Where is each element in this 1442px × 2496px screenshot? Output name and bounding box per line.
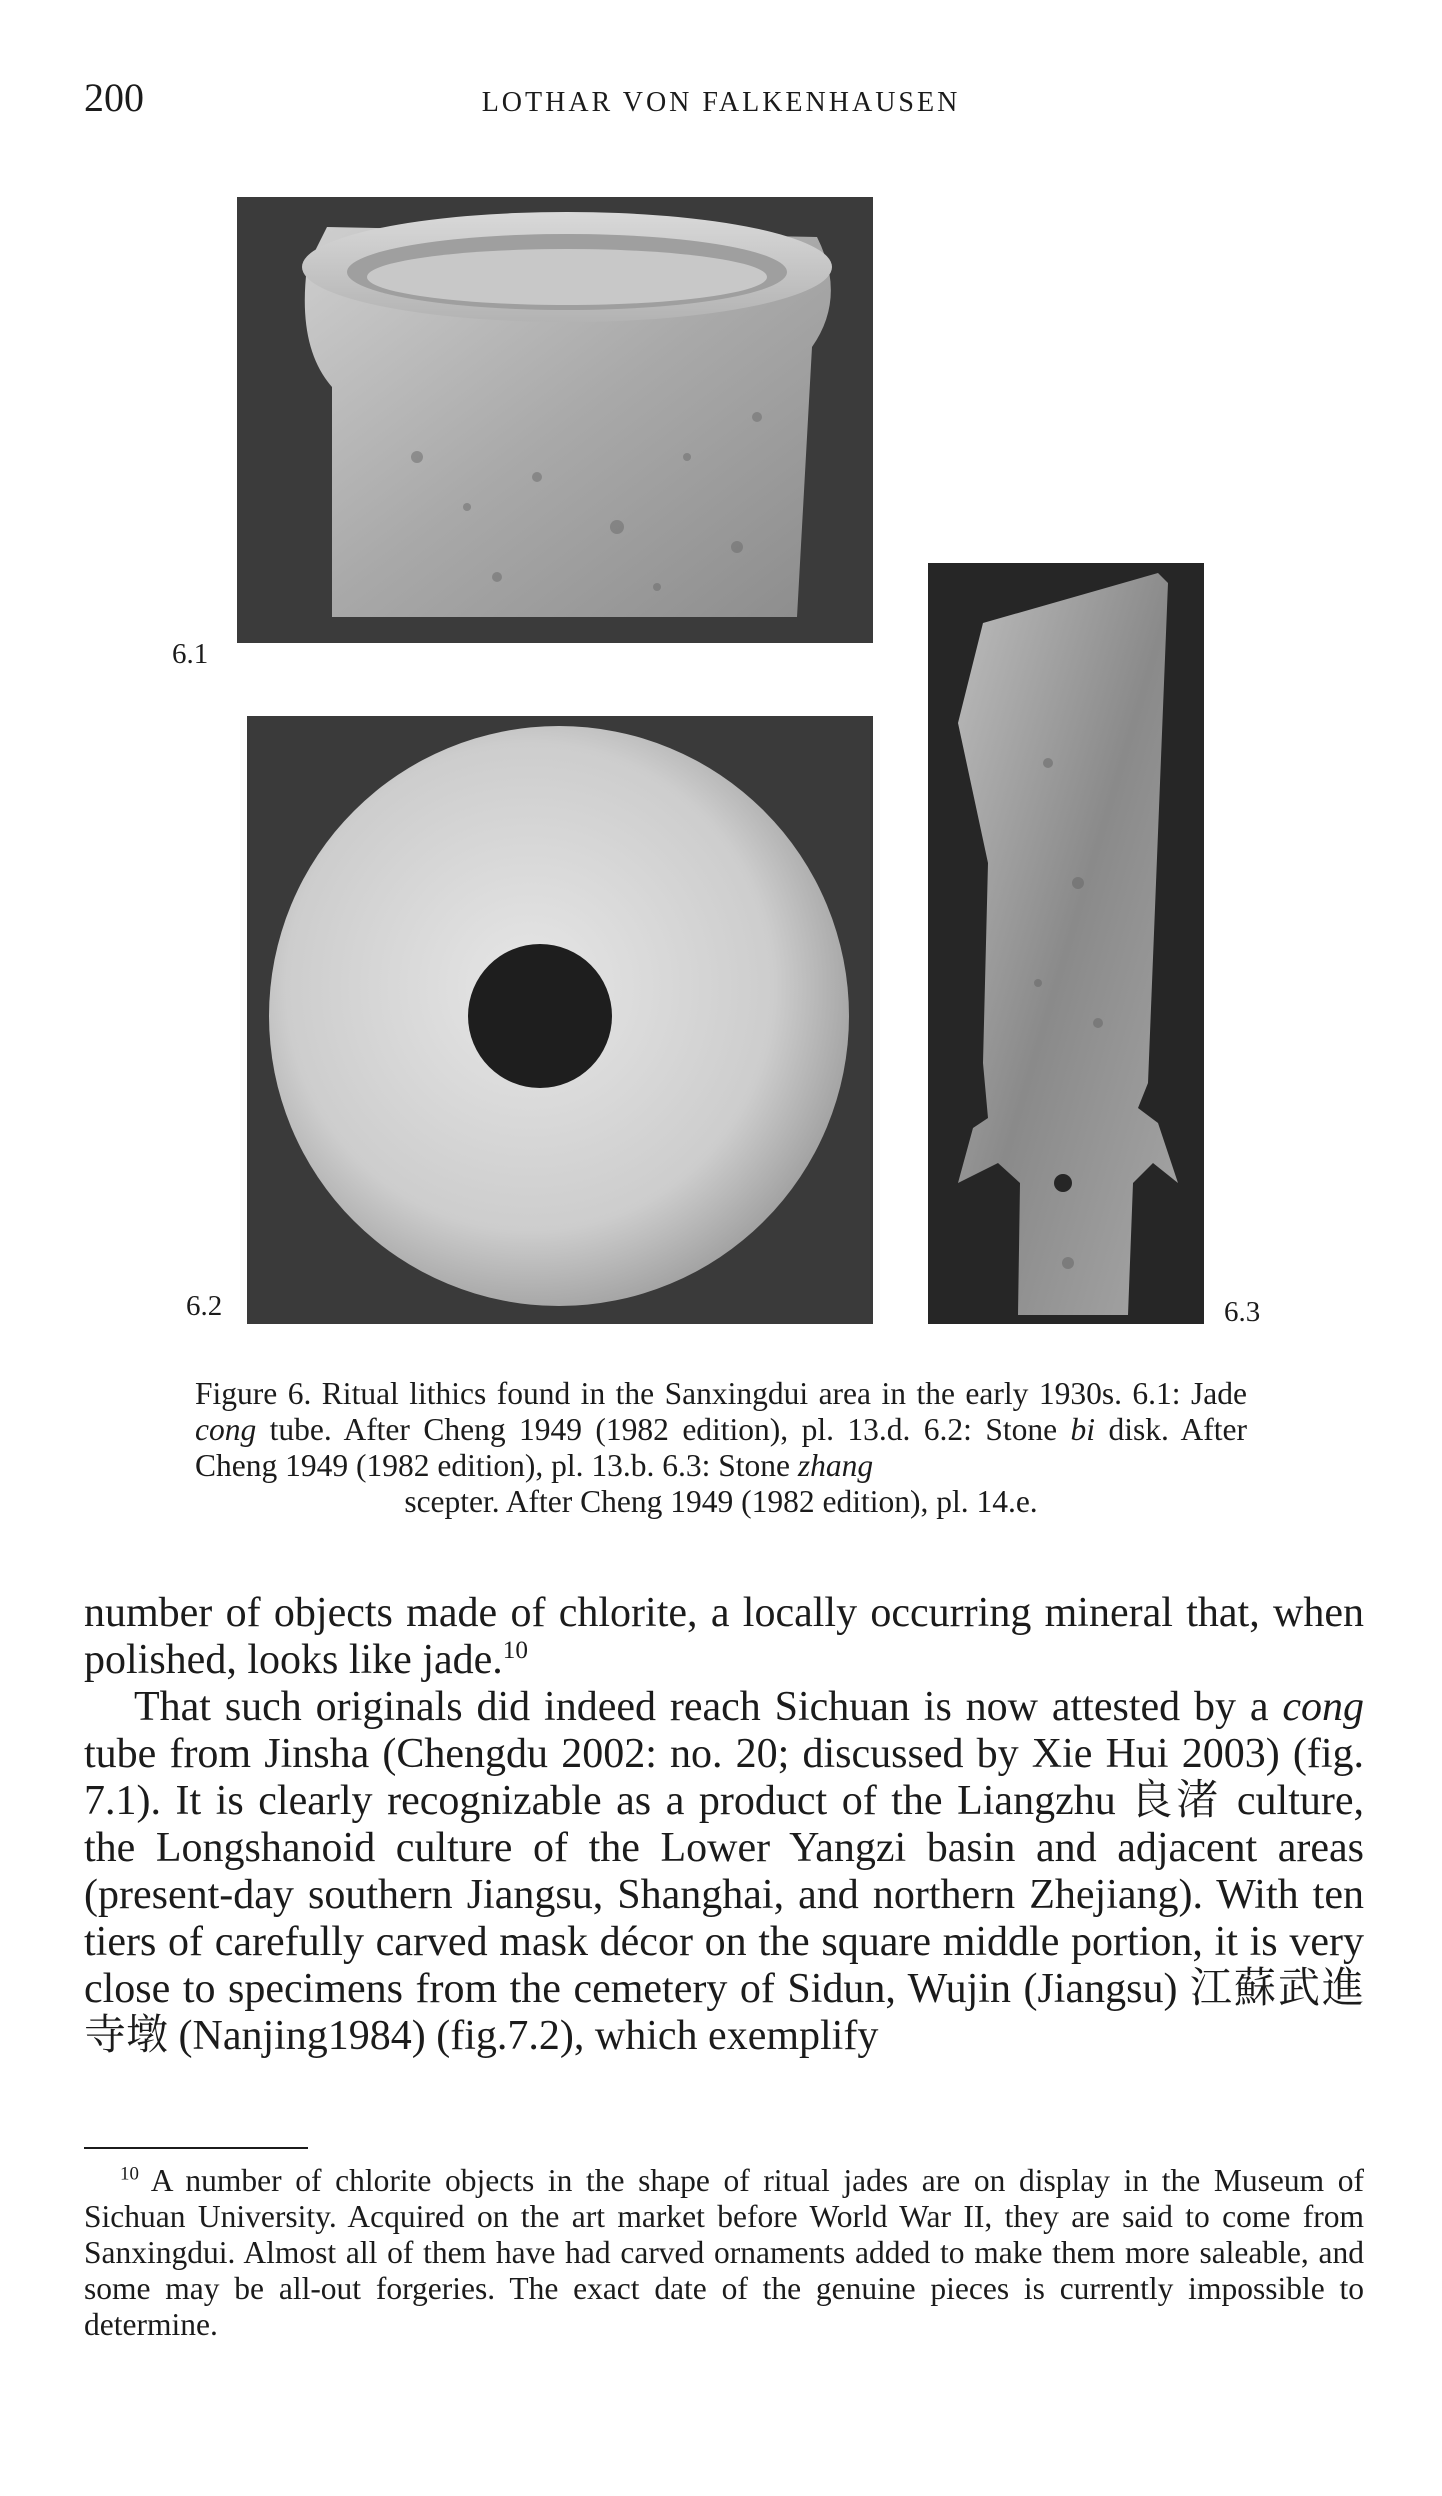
body-paragraph-1 xyxy=(84,1590,1364,1684)
body-paragraph-2 xyxy=(84,1684,1364,2060)
para2-rest: tube from Jinsha (Chengdu 2002: no. 20; discussed by Xie Hui 2003) (fig. 7.1). It is clearly recognizable as a product of the Liangzhu 良渚 culture, the Longshanoid culture of the Lower Yangzi basin and adjacent areas (present-day southern Jiangsu, Shanghai, and northern Zhejiang). With ten tiers of carefully carved mask décor on the square middle portion, it is very close to specimens from the cemetery of Sidun, Wujin (Jiangsu) 江蘇武進寺墩 (Nanjing1984) (fig.7.2), which exemplify xyxy=(84,1731,1364,2059)
plate-label-6-1: 6.1 xyxy=(172,638,209,670)
cong-tube-image xyxy=(237,197,873,643)
plate-6-1-cong-photo xyxy=(237,197,873,643)
plate-label-6-2: 6.2 xyxy=(186,1290,223,1322)
footnote-10 xyxy=(84,2163,1364,2343)
caption-bi: bi xyxy=(1070,1412,1096,1447)
footnote-ref-10: 10 xyxy=(502,1637,528,1664)
page-number: 200 xyxy=(84,75,144,120)
caption-cong: cong xyxy=(195,1412,257,1447)
bi-disk-image xyxy=(247,716,873,1324)
plate-6-2-bi-photo xyxy=(247,716,873,1324)
caption-zhang: zhang xyxy=(797,1448,874,1483)
figure-caption xyxy=(195,1376,1247,1520)
plate-6-3-zhang-photo xyxy=(928,563,1204,1324)
para1-text: number of objects made of chlorite, a locally occurring mineral that, when polished, looks like jade. xyxy=(84,1590,1364,1683)
caption-part4: scepter. After Cheng 1949 (1982 edition), pl. 14.e. xyxy=(404,1484,1038,1519)
footnote-number: 10 xyxy=(120,2163,139,2185)
running-head: LOTHAR VON FALKENHAUSEN xyxy=(481,87,961,118)
caption-part2: tube. After Cheng 1949 (1982 edition), pl. 13.d. 6.2: Stone xyxy=(256,1412,1071,1447)
caption-part1: Figure 6. Ritual lithics found in the Sanxingdui area in the early 1930s. 6.1: Jade xyxy=(195,1376,1247,1411)
zhang-scepter-image xyxy=(928,563,1204,1324)
caption-part3: disk. After Cheng 1949 (1982 edition), pl. 13.b. 6.3: Stone xyxy=(195,1412,1247,1483)
para2-cong: cong xyxy=(1282,1684,1364,1730)
body-text xyxy=(84,1590,1364,2060)
plate-label-6-3: 6.3 xyxy=(1224,1296,1261,1328)
footnote-text: A number of chlorite objects in the shape of ritual jades are on display in the Museum of Sichuan University. Acquired on the art market before World War II, they are said to come from Sanxingdui. Almost all of them have had carved ornaments added to make them more saleable, and some may be all-out forgeries. The exact date of the genuine pieces is currently impossible to determine. xyxy=(84,2163,1364,2342)
footnote-rule xyxy=(84,2147,308,2149)
para2-start: That such originals did indeed reach Sichuan is now attested by a xyxy=(134,1684,1283,1730)
